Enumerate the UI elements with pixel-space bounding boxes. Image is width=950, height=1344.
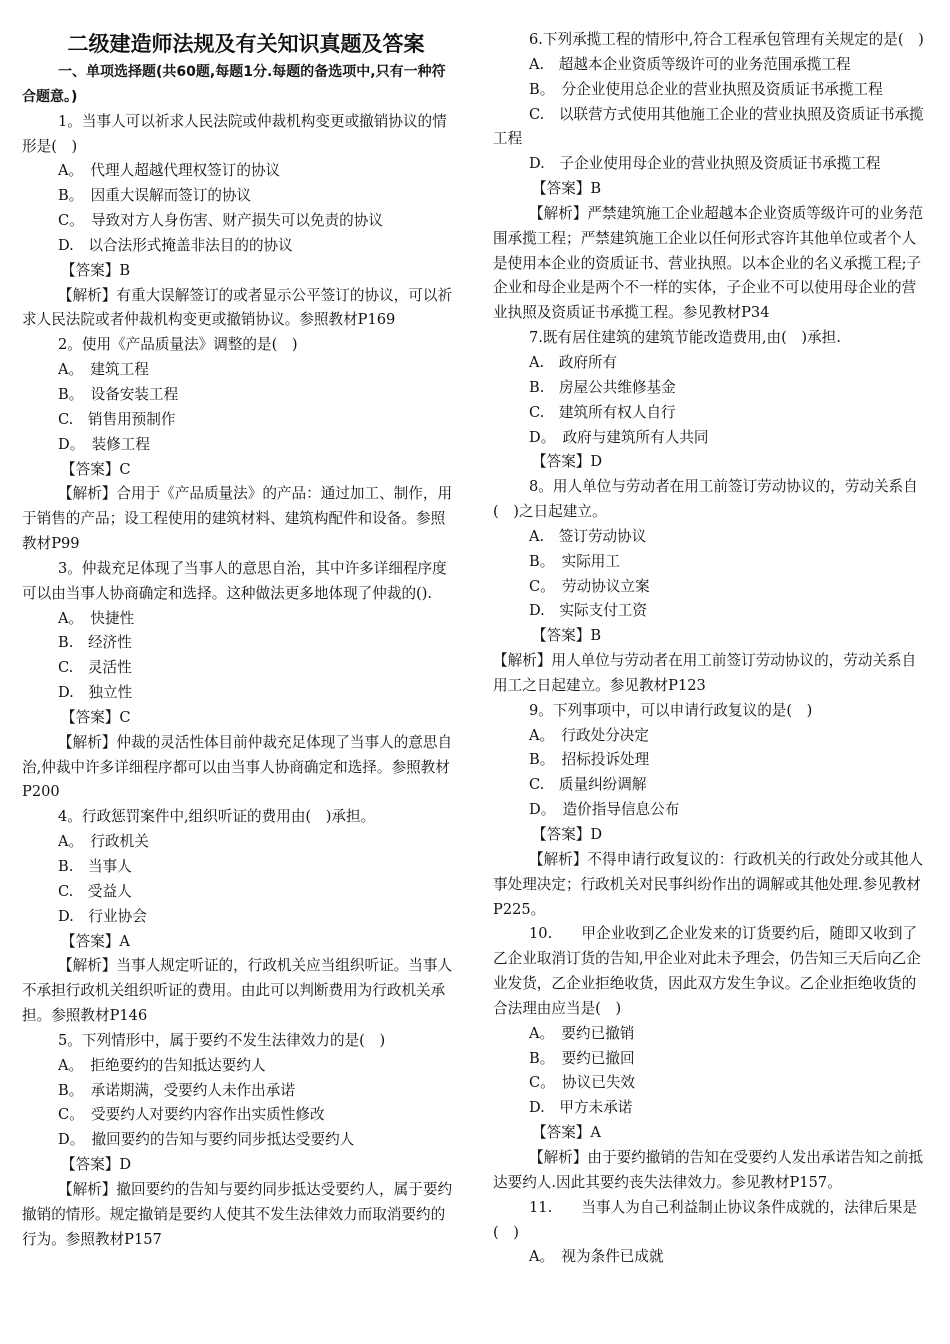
option-c: C。 导致对方人身伤害、财产损失可以免责的协议 bbox=[58, 212, 383, 230]
answer: 【答案】B bbox=[532, 180, 602, 198]
option-b: B. 经济性 bbox=[58, 634, 132, 652]
question-stem: 6.下列承揽工程的情形中,符合工程承包管理有关规定的是( ) bbox=[529, 31, 924, 48]
option-d: D。 撤回要约的告知与要约同步抵达受要约人 bbox=[58, 1131, 355, 1149]
option-a: A。 建筑工程 bbox=[58, 361, 149, 379]
explanation: 【解析】有重大误解签订的或者显示公平签订的协议，可以祈求人民法院或者仲裁机构变更或撤销协议。参照教材P169 bbox=[22, 286, 453, 329]
option-d: D。 政府与建筑所有人共同 bbox=[529, 428, 709, 446]
answer: 【答案】B bbox=[61, 261, 131, 279]
option-a: A。 代理人超越代理权签订的协议 bbox=[58, 162, 281, 180]
option-b: B。 分企业使用总企业的营业执照及资质证书承揽工程 bbox=[529, 80, 883, 98]
option-d: D. 子企业使用母企业的营业执照及资质证书承揽工程 bbox=[529, 155, 881, 173]
option-c: C. 灵活性 bbox=[58, 659, 132, 677]
option-c: C。 劳动协议立案 bbox=[529, 577, 650, 595]
option-c: C. 销售用预制作 bbox=[58, 410, 176, 428]
answer: 【答案】A bbox=[532, 1124, 601, 1142]
option-c: C. 以联营方式使用其他施工企业的营业执照及资质证书承揽工程 bbox=[493, 105, 924, 148]
option-a: A。 视为条件已成就 bbox=[529, 1248, 664, 1266]
option-c: C。 协议已失效 bbox=[529, 1074, 636, 1092]
option-d: D. 甲方未承诺 bbox=[529, 1099, 633, 1117]
question-stem: 1。当事人可以祈求人民法院或仲裁机构变更或撤销协议的情形是( ) bbox=[22, 112, 447, 155]
option-d: D. 以合法形式掩盖非法目的的协议 bbox=[58, 236, 293, 254]
option-c: C. 建筑所有权人自行 bbox=[529, 403, 676, 421]
explanation: 【解析】撤回要约的告知与要约同步抵达受要约人，属于要约撤销的情形。规定撤销是要约人使其不发生法律效力而取消要约的行为。参照教材P157 bbox=[22, 1180, 453, 1248]
option-b: B。 设备安装工程 bbox=[58, 385, 179, 403]
question-stem: 5。下列情形中，属于要约不发生法律效力的是( ) bbox=[58, 1031, 386, 1049]
question-4 bbox=[22, 805, 456, 1029]
question-stem: 7.既有居住建筑的建筑节能改造费用,由( )承担. bbox=[529, 329, 841, 347]
question-6 bbox=[493, 28, 924, 326]
question-11 bbox=[493, 1196, 924, 1271]
option-a: A。 行政处分决定 bbox=[529, 726, 649, 744]
option-b: B。 要约已撤回 bbox=[529, 1049, 635, 1067]
question-3 bbox=[22, 557, 456, 805]
option-b: B. 当事人 bbox=[58, 858, 132, 875]
question-stem: 4。行政惩罚案件中,组织听证的费用由( )承担。 bbox=[58, 808, 376, 826]
explanation: 【解析】用人单位与劳动者在用工前签订劳动协议的，劳动关系自用工之日起建立。参见教材P123 bbox=[493, 652, 917, 694]
question-stem: 10. 甲企业收到乙企业发来的订货要约后，随即又收到了乙企业取消订货的告知,甲企业对此未予理会，仍告知三天后向乙企业发货，乙企业拒绝收货，因此双方发生争议。乙企业拒绝收货的合法理由应当是( ) bbox=[493, 925, 921, 1017]
answer: 【答案】C bbox=[61, 460, 131, 478]
option-a: A. 政府所有 bbox=[529, 353, 618, 371]
option-c: C。 受要约人对要约内容作出实质性修改 bbox=[58, 1106, 325, 1124]
option-a: A。 拒绝要约的告知抵达要约人 bbox=[58, 1056, 266, 1074]
explanation: 【解析】仲裁的灵活性体目前仲裁充足体现了当事人的意思自治,仲裁中许多详细程序都可以由当事人协商确定和选择。参照教材P200 bbox=[22, 733, 453, 801]
explanation: 【解析】严禁建筑施工企业超越本企业资质等级许可的业务范围承揽工程；严禁建筑施工企业以任何形式容许其他单位或者个人是使用本企业的资质证书、营业执照。以本企业的名义承揽工程;子企业和母企业是两个不一样的实体，子企业不可以使用母企业的营业执照及资质证书承揽工程。参见教材P34 bbox=[493, 204, 924, 322]
answer: 【答案】D bbox=[532, 453, 603, 471]
question-stem: 9。下列事项中，可以申请行政复议的是( ) bbox=[529, 701, 813, 719]
question-7 bbox=[493, 326, 924, 475]
question-9 bbox=[493, 699, 924, 923]
option-b: B。 承诺期满，受要约人未作出承诺 bbox=[58, 1081, 295, 1099]
explanation: 【解析】合用于《产品质量法》的产品：通过加工、制作，用于销售的产品；设工程使用的建筑材料、建筑构配件和设备。参照教材P99 bbox=[22, 485, 453, 553]
option-c: C. 受益人 bbox=[58, 882, 132, 900]
document-title: 二级建造师法规及有关知识真题及答案 bbox=[67, 32, 425, 56]
option-b: B。 因重大误解而签订的协议 bbox=[58, 187, 252, 205]
answer: 【答案】D bbox=[61, 1156, 132, 1174]
answer: 【答案】D bbox=[532, 826, 603, 843]
option-b: B。 实际用工 bbox=[529, 552, 620, 570]
option-a: A。 快捷性 bbox=[58, 609, 135, 627]
answer: 【答案】A bbox=[61, 932, 130, 950]
option-d: D. 实际支付工资 bbox=[529, 602, 647, 620]
right-column bbox=[493, 28, 924, 1270]
explanation: 【解析】不得申请行政复议的：行政机关的行政处分或其他人事处理决定；行政机关对民事纠纷作出的调解或其他处理.参见教材P225。 bbox=[493, 850, 924, 918]
answer: 【答案】B bbox=[532, 627, 602, 645]
left-column bbox=[22, 28, 456, 1253]
question-stem: 11. 当事人为自己利益制止协议条件成就的，法律后果是( ) bbox=[493, 1198, 918, 1241]
question-stem: 3。仲裁充足体现了当事人的意思自治，其中许多详细程序度可以由当事人协商确定和选择。这种做法更多地体现了仲裁的(). bbox=[22, 559, 447, 602]
question-stem: 8。用人单位与劳动者在用工前签订劳动协议的，劳动关系自( )之日起建立。 bbox=[493, 478, 918, 521]
option-c: C. 质量纠纷调解 bbox=[529, 776, 647, 794]
question-5 bbox=[22, 1029, 456, 1253]
explanation: 【解析】由于要约撤销的告知在受要约人发出承诺告知之前抵达要约人.因此其要约丧失法律效力。参见教材P157。 bbox=[493, 1148, 924, 1191]
question-2 bbox=[22, 333, 456, 557]
question-10 bbox=[493, 922, 924, 1195]
option-a: A. 超越本企业资质等级许可的业务范围承揽工程 bbox=[529, 55, 851, 73]
question-1 bbox=[22, 110, 456, 334]
explanation: 【解析】当事人规定听证的，行政机关应当组织听证。当事人不承担行政机关组织听证的费用。由此可以判断费用为行政机关承担。参照教材P146 bbox=[22, 957, 453, 1025]
option-b: B. 房屋公共维修基金 bbox=[529, 378, 676, 396]
question-8 bbox=[493, 475, 924, 699]
option-a: A。 行政机关 bbox=[58, 833, 149, 851]
question-stem: 2。使用《产品质量法》调整的是( ) bbox=[58, 336, 298, 354]
option-a: A. 签订劳动协议 bbox=[529, 527, 647, 545]
answer: 【答案】C bbox=[61, 708, 131, 726]
option-b: B。 招标投诉处理 bbox=[529, 751, 650, 769]
option-a: A。 要约已撤销 bbox=[529, 1024, 635, 1042]
option-d: D。 造价指导信息公布 bbox=[529, 801, 680, 819]
option-d: D. 行业协会 bbox=[58, 907, 147, 925]
section-heading: 一、单项选择题(共60题,每题1分.每题的备选项中,只有一种符合题意。) bbox=[22, 64, 446, 105]
option-d: D. 独立性 bbox=[58, 684, 133, 702]
option-d: D。 装修工程 bbox=[58, 435, 150, 453]
